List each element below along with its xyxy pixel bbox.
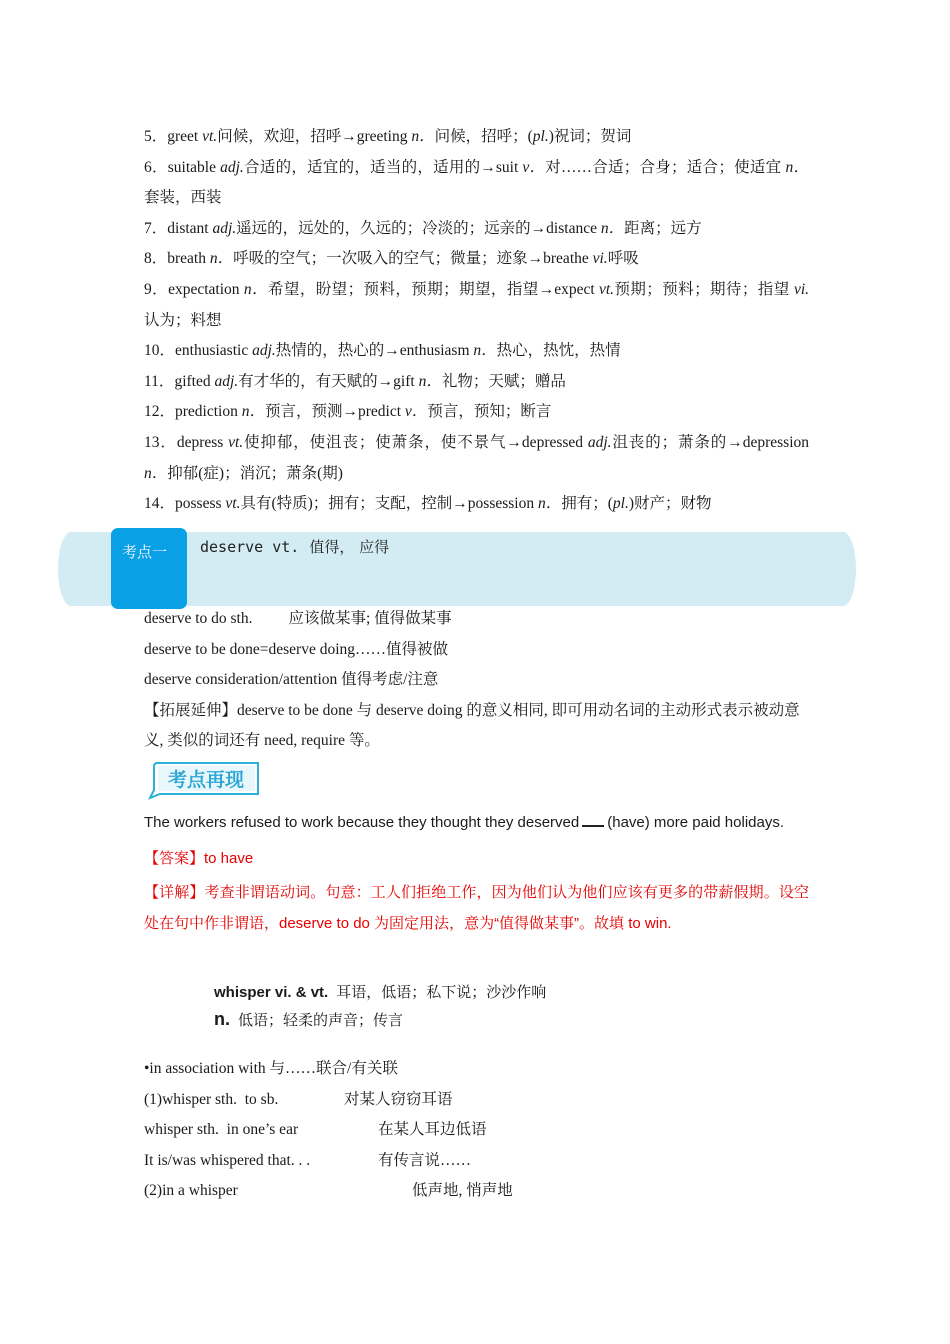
- phrase-item: (2)in a whisper 低声地, 悄声地: [144, 1182, 513, 1200]
- whisper-entry: whisper vi. & vt. 耳语，低语；私下说；沙沙作响 n. 低语；轻柔的声音；传言: [214, 984, 547, 1029]
- note-line-2: deserve to be done=deserve doing……值得被做: [144, 640, 449, 658]
- keypoint-word: deserve vt.: [200, 538, 300, 556]
- vocab-item: 5．greet vt.问候，欢迎，招呼→greeting n．问候，招呼；(pl.)祝词；贺词: [144, 128, 632, 145]
- recur-badge: [146, 760, 264, 800]
- vocab-item: 11．gifted adj.有才华的，有天赋的→gift n．礼物；天赋；赠品: [144, 372, 566, 390]
- quiz-question: The workers refused to work because they thought they deserved (have) more paid holidays.: [144, 814, 785, 831]
- quiz-answer: 【答案】to have: [144, 850, 254, 867]
- vocab-item: 12．prediction n．预言，预测→predict v．预言，预知；断言: [144, 403, 552, 421]
- vocab-item: 9．expectation n．希望，盼望；预料，预期；期望，指望→expect vt.预期；预料；期待；指望 vi.认为；料想: [144, 280, 809, 329]
- quiz-explanation: 【详解】考查非谓语动词。句意：工人们拒绝工作，因为他们认为他们应该有更多的带薪假期。设空处在句中作非谓语，deserve to do 为固定用法，意为“值得做某事”。故填 to win.: [144, 884, 809, 932]
- vocab-item: 7．distant adj.遥远的，远处的，久远的；冷淡的；远亲的→distance n．距离；远方: [144, 219, 702, 237]
- keypoint-title: [200, 536, 389, 557]
- usage-notes: [144, 604, 809, 757]
- answer-blank: [582, 815, 604, 827]
- vocab-item: 6．suitable adj.合适的，适宜的，适当的，适用的→suit v．对……合适；合身；适合；使适宜 n．套装，西装: [144, 158, 809, 207]
- vocab-item: 13．depress vt.使抑郁，使沮丧；使萧条，使不景气→depressed adj.沮丧的；萧条的→depression n．抑郁(症)；消沉；萧条(期): [144, 433, 809, 482]
- vocab-list: [144, 122, 809, 520]
- vocab-item: 14．possess vt.具有(特质)；拥有；支配，控制→possession n．拥有；(pl.)财产；财物: [144, 495, 712, 513]
- keypoint-tag: 考点一: [111, 528, 187, 609]
- vocab-item: 10．enthusiastic adj.热情的，热心的→enthusiasm n．热心，热忱，热情: [144, 342, 621, 360]
- phrase-item: (1)whisper sth. to sb. 对某人窃窃耳语: [144, 1090, 453, 1108]
- recur-label: 考点再现: [167, 769, 245, 791]
- phrase-item: whisper sth. in one’s ear 在某人耳边低语: [144, 1121, 487, 1139]
- phrase-item: •in association with 与……联合/有关联: [144, 1060, 398, 1077]
- phrase-list: [144, 1054, 809, 1207]
- quiz-section: [144, 812, 809, 939]
- note-line-1: deserve to do sth. 应该做某事; 值得做某事: [144, 610, 452, 627]
- note-line-3: deserve consideration/attention 值得考虑/注意: [144, 671, 439, 689]
- keypoint-meaning: 值得， 应得: [309, 538, 390, 556]
- whisper-headword: whisper vi. & vt.: [214, 984, 329, 1001]
- whisper-noun: n.: [214, 1009, 230, 1029]
- note-extension: 【拓展延伸】deserve to be done 与 deserve doing 的意义相同, 即可用动名词的主动形式表示被动意义, 类似的词还有 need, require 等。: [144, 701, 800, 750]
- phrase-item: It is/was whispered that. . . 有传言说……: [144, 1151, 472, 1169]
- vocab-item: 8．breath n．呼吸的空气；一次吸入的空气；微量；迹象→breathe vi.呼吸: [144, 250, 639, 268]
